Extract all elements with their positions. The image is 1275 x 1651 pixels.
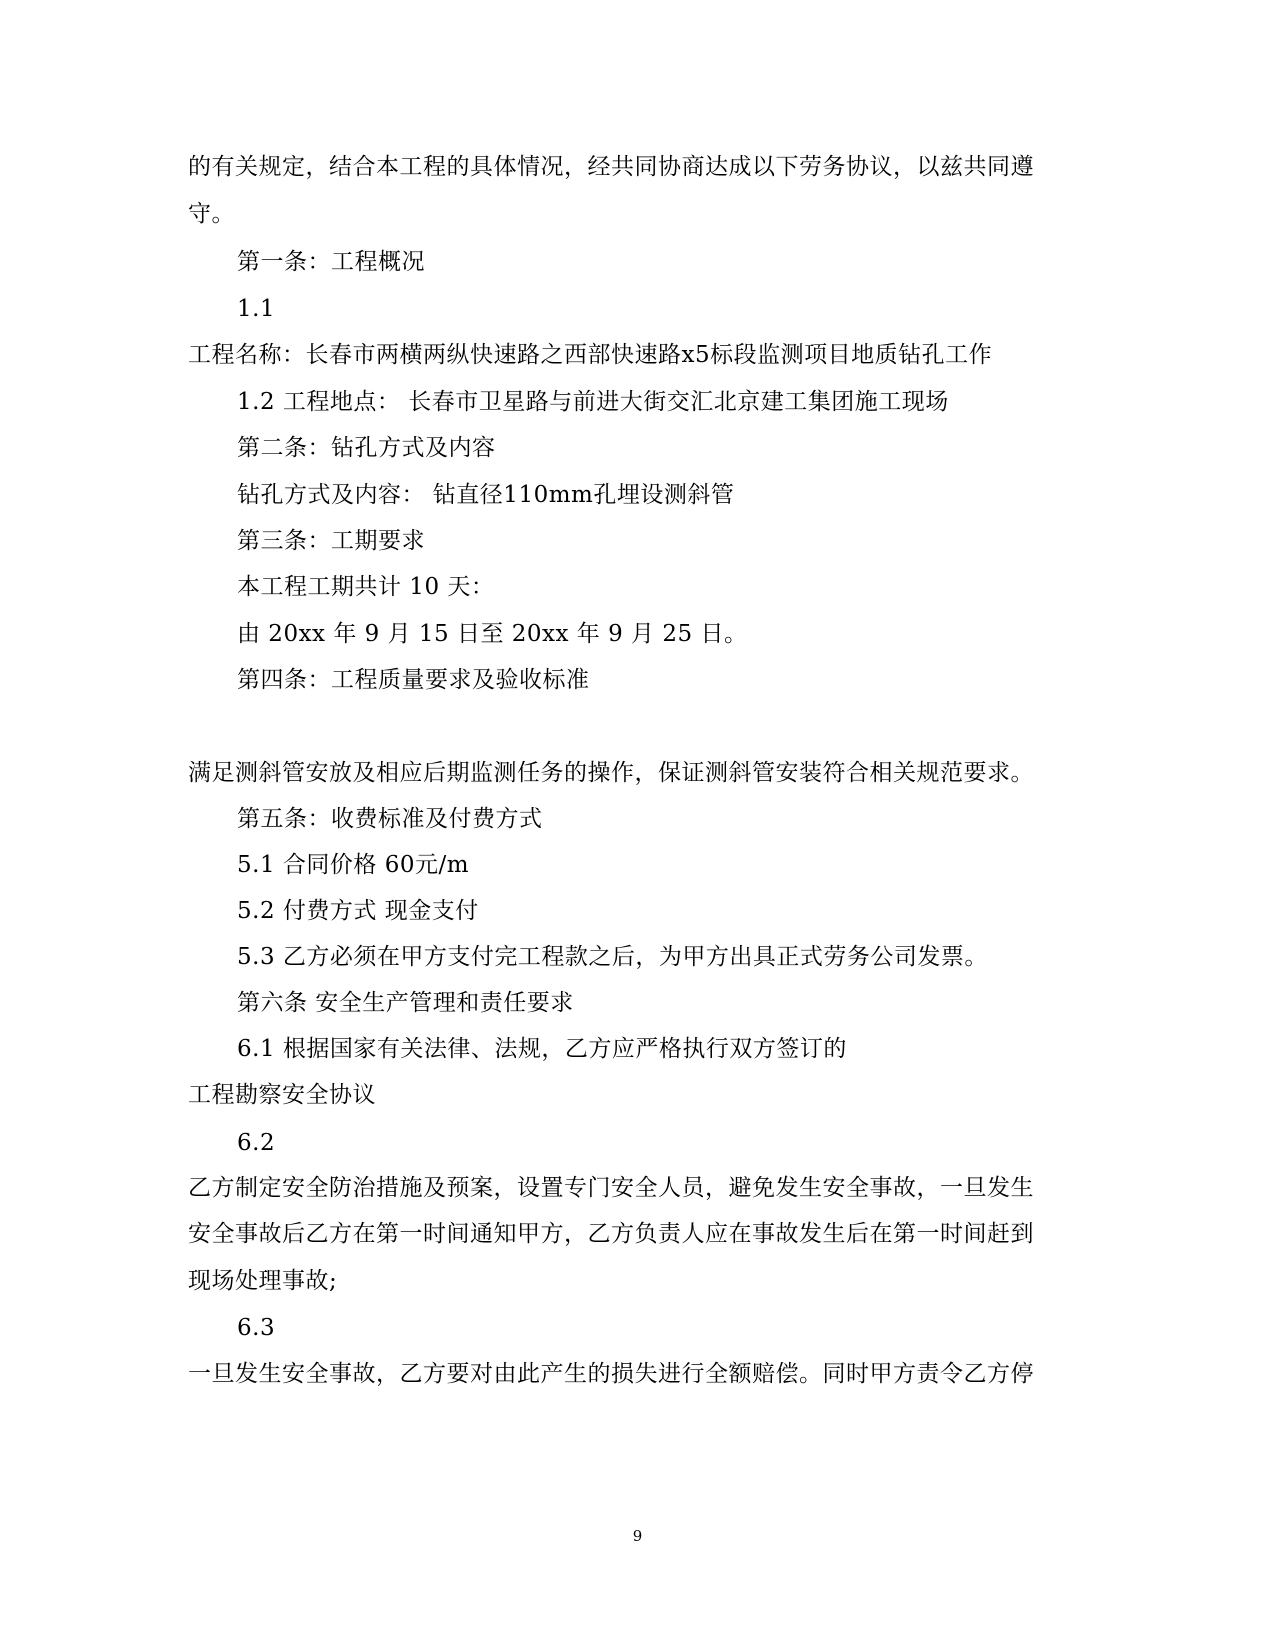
paragraph-line: 安全事故后乙方在第一时间通知甲方，乙方负责人应在事故发生后在第一时间赶到 xyxy=(188,1221,1034,1247)
paragraph-line: 满足测斜管安放及相应后期监测任务的操作，保证测斜管安装符合相关规范要求。 xyxy=(188,760,1034,786)
section-heading: 第三条：工期要求 xyxy=(237,528,425,554)
paragraph-line: 5.3 乙方必须在甲方支付完工程款之后，为甲方出具正式劳务公司发票。 xyxy=(237,944,988,970)
paragraph-line: 的有关规定，结合本工程的具体情况，经共同协商达成以下劳务协议，以兹共同遵 xyxy=(188,154,1034,180)
paragraph-line: 5.1 合同价格 60元/m xyxy=(237,852,470,878)
paragraph-line: 乙方制定安全防治措施及预案，设置专门安全人员，避免发生安全事故，一旦发生 xyxy=(188,1175,1034,1201)
paragraph-line: 工程名称：长春市两横两纵快速路之西部快速路x5标段监测项目地质钻孔工作 xyxy=(188,342,993,368)
paragraph-line: 由 20xx 年 9 月 15 日至 20xx 年 9 月 25 日。 xyxy=(237,621,748,647)
section-heading: 第五条：收费标准及付费方式 xyxy=(237,806,543,832)
section-heading: 第二条：钻孔方式及内容 xyxy=(237,435,496,461)
clause-number: 6.3 xyxy=(237,1315,276,1341)
section-heading: 第一条：工程概况 xyxy=(237,249,425,275)
page-number: 9 xyxy=(632,1527,643,1545)
paragraph-line: 守。 xyxy=(188,201,235,227)
paragraph-line: 6.1 根据国家有关法律、法规，乙方应严格执行双方签订的 xyxy=(237,1036,847,1062)
clause-number: 6.2 xyxy=(237,1130,276,1156)
paragraph-line: 一旦发生安全事故，乙方要对由此产生的损失进行全额赔偿。同时甲方责令乙方停 xyxy=(188,1361,1034,1387)
paragraph-line: 5.2 付费方式 现金支付 xyxy=(237,898,479,924)
paragraph-line: 1.2 工程地点： 长春市卫星路与前进大街交汇北京建工集团施工现场 xyxy=(237,389,949,415)
paragraph-line: 工程勘察安全协议 xyxy=(188,1082,376,1108)
paragraph-line: 现场处理事故; xyxy=(188,1268,338,1294)
paragraph-line: 钻孔方式及内容： 钻直径110mm孔埋设测斜管 xyxy=(237,482,735,508)
section-heading: 第四条：工程质量要求及验收标准 xyxy=(237,667,590,693)
clause-number: 1.1 xyxy=(237,296,276,322)
section-heading: 第六条 安全生产管理和责任要求 xyxy=(237,990,574,1016)
paragraph-line: 本工程工期共计 10 天： xyxy=(237,574,495,600)
